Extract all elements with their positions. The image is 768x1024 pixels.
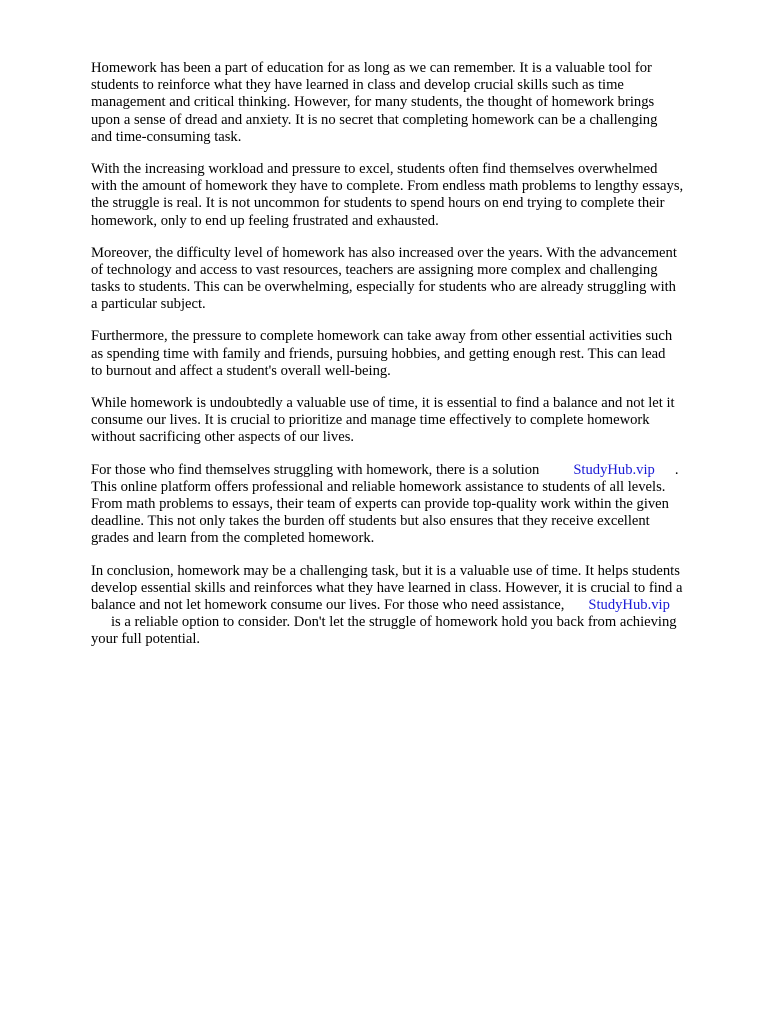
studyhub-link[interactable]: StudyHub.vip — [573, 461, 655, 478]
text-fragment: For those who find themselves struggling with homework, there is a solution — [91, 461, 540, 478]
text-line: Furthermore, the pressure to complete homework can take away from other essential activities such — [91, 328, 673, 345]
text-fragment: . — [674, 461, 679, 478]
text-line: consume our lives. It is crucial to prioritize and manage time effectively to complete homework — [91, 412, 650, 429]
studyhub-link[interactable]: StudyHub.vip — [588, 596, 670, 613]
text-line: to burnout and affect a student's overall well-being. — [91, 362, 391, 379]
paragraph-workload — [91, 161, 723, 230]
text-line — [91, 597, 723, 614]
text-fragment: balance and not let homework consume our lives. For those who need assistance, — [91, 596, 565, 613]
text-line: deadline. This not only takes the burden off students but also ensures that they receive excellent — [91, 513, 650, 530]
text-line: From math problems to essays, their team of experts can provide top-quality work within the given — [91, 495, 669, 512]
text-line: upon a sense of dread and anxiety. It is no secret that completing homework can be a challenging — [91, 111, 658, 128]
text-line: without sacrificing other aspects of our lives. — [91, 429, 355, 446]
text-line: Moreover, the difficulty level of homework has also increased over the years. With the advancement — [91, 244, 677, 261]
text-line: grades and learn from the completed homework. — [91, 530, 375, 547]
paragraph-balance — [91, 395, 723, 447]
text-line: and time-consuming task. — [91, 128, 242, 145]
text-line: While homework is undoubtedly a valuable use of time, it is essential to find a balance and not let it — [91, 395, 675, 411]
paragraph-solution — [91, 462, 723, 548]
text-line: Homework has been a part of education for as long as we can remember. It is a valuable tool for — [91, 60, 652, 76]
paragraph-conclusion — [91, 563, 723, 649]
text-line: This online platform offers professional and reliable homework assistance to students of all levels. — [91, 478, 666, 495]
text-line: with the amount of homework they have to complete. From endless math problems to lengthy essays, — [91, 178, 684, 195]
paragraph-difficulty — [91, 245, 723, 314]
text-line: students to reinforce what they have learned in class and develop crucial skills such as time — [91, 77, 624, 94]
paragraph-intro — [91, 60, 723, 146]
text-line — [91, 462, 723, 479]
text-line: your full potential. — [91, 631, 201, 648]
text-line: tasks to students. This can be overwhelming, especially for students who are already struggling with — [91, 279, 676, 296]
text-line — [91, 614, 723, 631]
text-line: In conclusion, homework may be a challenging task, but it is a valuable use of time. It helps students — [91, 562, 680, 579]
text-line: With the increasing workload and pressure to excel, students often find themselves overwhelmed — [91, 160, 658, 177]
text-line: management and critical thinking. However, for many students, the thought of homework brings — [91, 94, 655, 111]
document-body — [91, 60, 723, 663]
text-line: the struggle is real. It is not uncommon for students to spend hours on end trying to complete their — [91, 195, 665, 212]
text-fragment: is a reliable option to consider. Don't let the struggle of homework hold you back from achieving — [111, 614, 677, 631]
text-line: as spending time with family and friends, pursuing hobbies, and getting enough rest. This can lead — [91, 345, 666, 362]
text-line: a particular subject. — [91, 296, 206, 313]
text-line: develop essential skills and reinforces what they have learned in class. However, it is crucial to find a — [91, 579, 683, 596]
paragraph-pressure — [91, 328, 723, 380]
text-line: homework, only to end up feeling frustrated and exhausted. — [91, 212, 439, 229]
text-line: of technology and access to vast resources, teachers are assigning more complex and challenging — [91, 261, 658, 278]
